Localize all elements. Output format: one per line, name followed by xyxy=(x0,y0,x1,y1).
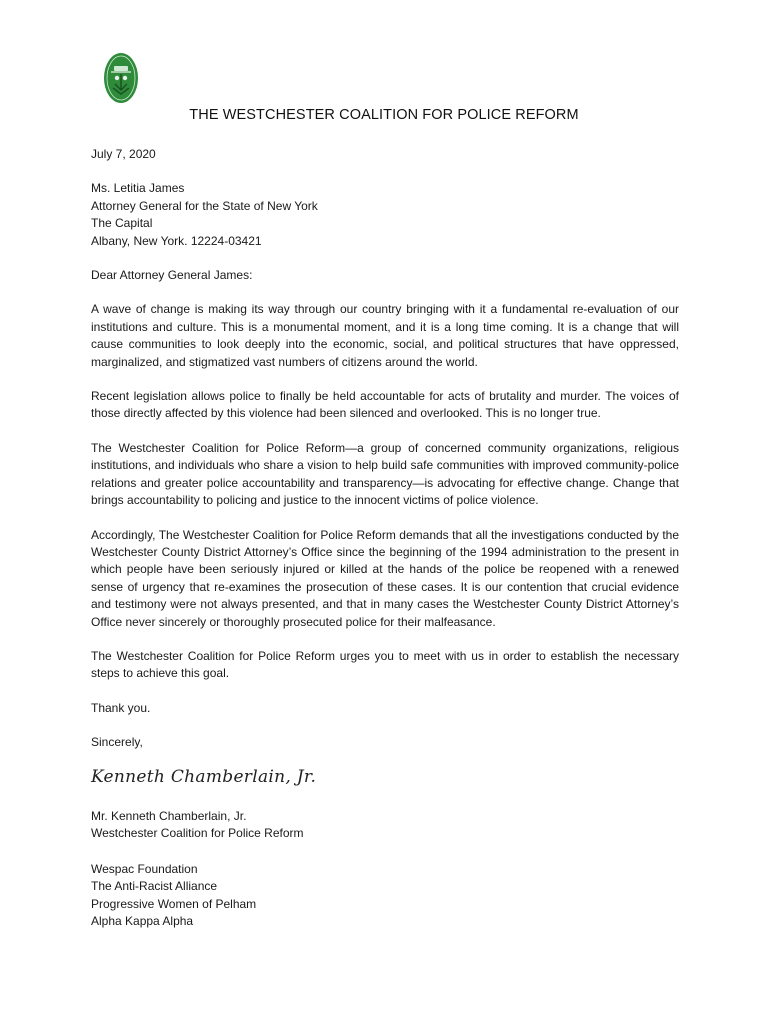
recipient-title: Attorney General for the State of New York xyxy=(91,198,318,213)
letter-date: July 7, 2020 xyxy=(91,147,156,161)
recipient-address-line2: Albany, New York. 12224-03421 xyxy=(91,233,262,248)
signer-org: Westchester Coalition for Police Reform xyxy=(91,826,304,841)
paragraph-1: A wave of change is making its way through our country bringing with it a fundamental re-evaluation of our institutions and culture. This is a monumental moment, and it is a long time coming. It is a change that will cause communities to look deeply into the economic, social, and political structures that have oppressed, marginalized, and stigmatized vast numbers of citizens around the world. xyxy=(91,302,679,369)
paragraph-3: The Westchester Coalition for Police Reform—a group of concerned community organizations, religious institutions, and individuals who share a vision to help build safe communities with improved community-police relations and greater police accountability and transparency—is advocating for effective change. Change that brings accountability to policing and justice to the innocent victims of police violence. xyxy=(91,440,679,508)
salutation: Dear Attorney General James: xyxy=(91,268,253,283)
letterhead-title: THE WESTCHESTER COALITION FOR POLICE REFORM xyxy=(189,107,579,123)
signer-name: Mr. Kenneth Chamberlain, Jr. xyxy=(91,809,247,823)
thanks-line: Thank you. xyxy=(91,700,151,715)
letter-body xyxy=(91,146,679,752)
organization-item: Progressive Women of Pelham xyxy=(91,896,257,911)
coalition-seal-icon xyxy=(103,52,139,104)
organization-item: Alpha Kappa Alpha xyxy=(91,914,194,929)
recipient-address xyxy=(91,180,679,250)
recipient-address-line1: The Capital xyxy=(91,216,153,231)
paragraph-5: The Westchester Coalition for Police Reform urges you to meet with us in order to establish the necessary steps to achieve this goal. xyxy=(91,648,679,681)
organization-list xyxy=(91,861,256,931)
organization-item: The Anti-Racist Alliance xyxy=(91,879,218,894)
organization-item: Wespac Foundation xyxy=(91,862,198,876)
signer-block xyxy=(91,808,304,843)
paragraph-2: Recent legislation allows police to finally be held accountable for acts of brutality and murder. The voices of those directly affected by this violence had been silenced and overlooked. This is no longer true. xyxy=(91,389,679,421)
paragraph-4: Accordingly, The Westchester Coalition for Police Reform demands that all the investigations conducted by the Westchester County District Attorney’s Office since the beginning of the 1994 administration to the present in which people have been seriously injured or killed at the hands of the police be reopened with a renewed sense of urgency that re-examines the prosecution of these cases. It is our contention that crucial evidence and testimony were not always presented, and that in many cases the Westchester County District Attorney’s Office never sincerely or thoroughly prosecuted police for their malfeasance. xyxy=(91,527,679,629)
closing-line: Sincerely, xyxy=(91,735,143,750)
recipient-name: Ms. Letitia James xyxy=(91,181,185,196)
handwritten-signature: Kenneth Chamberlain, Jr. xyxy=(91,767,317,787)
